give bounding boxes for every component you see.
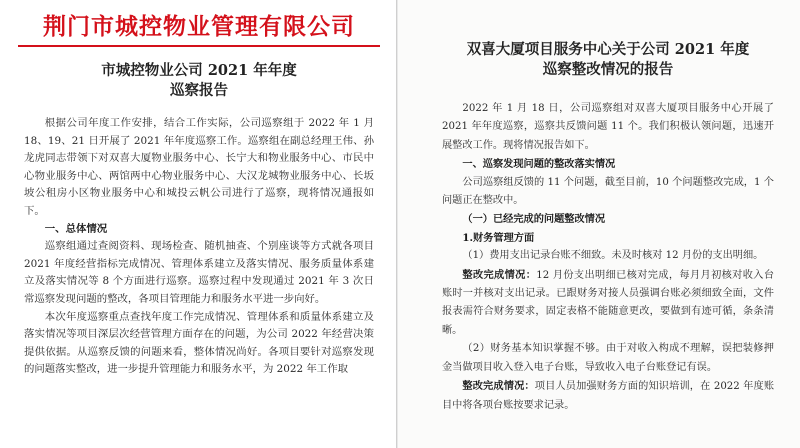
left-section1-heading: 一、总体情况: [44, 222, 108, 235]
left-document-page: [0, 0, 397, 448]
right-intro-paragraph: 2022 年 1 月 18 日，公司巡察组对双喜大厦项目服务中心开展了 2021 年年度巡察，巡察共反馈问题 11 个。我们积极认领问题，迅速开展整改工作。现将情况报告如下。: [442, 103, 774, 151]
right-item1-problem: （1）费用支出记录台账不细致。未及时核对 12 月份的支出明细。: [462, 250, 764, 262]
left-title-block: [24, 61, 374, 101]
left-title-line1: 市城控物业公司 2021 年年度: [101, 62, 297, 79]
right-section1-heading: 一、巡察发现问题的整改落实情况: [462, 158, 616, 171]
left-section1-paragraph2: 本次年度巡察重点查找年度工作完成情况、管理体系和质量体系建立及落实情况等项目深层次经营管理方面存在的问题，为公司 2022 年经营决策提供依据。从巡察反馈的问题来看，整体情况尚好。各项目要针对巡察发现的问题落实整改，进一步提升管理能力和服务水平，为 2022 年工作取: [24, 310, 374, 376]
letterhead-red-rule: [18, 45, 380, 47]
right-item2-problem: （2）财务基本知识掌握不够。由于对收入构成不理解，误把装修押金当做项目收入登入电子台账，导致收入电子台账登记有误。: [442, 343, 774, 373]
right-item1-rectification: [442, 266, 774, 341]
right-title-block: [442, 40, 774, 80]
company-letterhead: 荆门市城控物业管理有限公司: [43, 14, 355, 40]
right-document-page: [398, 0, 800, 448]
right-subsection-heading: （一）已经完成的问题整改情况: [462, 213, 606, 226]
right-title-line1: 双喜大厦项目服务中心关于公司 2021 年度: [466, 41, 750, 58]
rectification-label: 整改完成情况：: [462, 380, 535, 393]
rectification-label: 整改完成情况：: [462, 268, 537, 281]
right-title-line2: 巡察整改情况的报告: [542, 61, 674, 78]
left-title-line2: 巡察报告: [170, 82, 228, 99]
right-item2-rectification: [442, 377, 774, 415]
rectification-text: 12 月份支出明细已核对完成，每月月初核对收入台账时一并核对支出记录。已跟财务对接人员强调台账必须细致全面，文件报表需符合财务要求，固定表格不能随意更改，要做到有迹可循，条条清晰。: [442, 269, 775, 336]
right-item-heading: 1.财务管理方面: [462, 231, 535, 244]
rectification-text: 项目人员加强财务方面的知识培训，在 2022 年度账目中将各项台账按要求记录。: [442, 381, 775, 411]
left-intro-paragraph: 根据公司年度工作安排，结合工作实际，公司巡察组于 2022 年 1 月 18、19、21 日开展了 2021 年年度巡察工作。巡察组在副总经理王伟、孙龙虎同志带领下对双喜大厦物业服务中心、长宁大和物业服务中心、市民中心物业服务中心、两馆两中心物业服务中心、大汉龙城物业服务中心、长坂坡公租房小区物业服务中心和城投云帆公司进行了巡察，现将情况通报如下。: [24, 117, 374, 217]
right-section1-paragraph: 公司巡察组反馈的 11 个问题，截至目前，10 个问题整改完成，1 个问题正在整改中。: [442, 176, 774, 207]
left-section1-paragraph1: 巡察组通过查阅资料、现场检查、随机抽查、个别座谈等方式就各项目 2021 年度经营指标完成情况、管理体系建立及落实情况、服务质量体系建立及落实情况等 8 个方面进行巡察。巡察过程中发现通过 2021 年 3 次日常巡察发现问题的整改，各项目管理能力和服务水平进一步向好。: [24, 240, 374, 305]
